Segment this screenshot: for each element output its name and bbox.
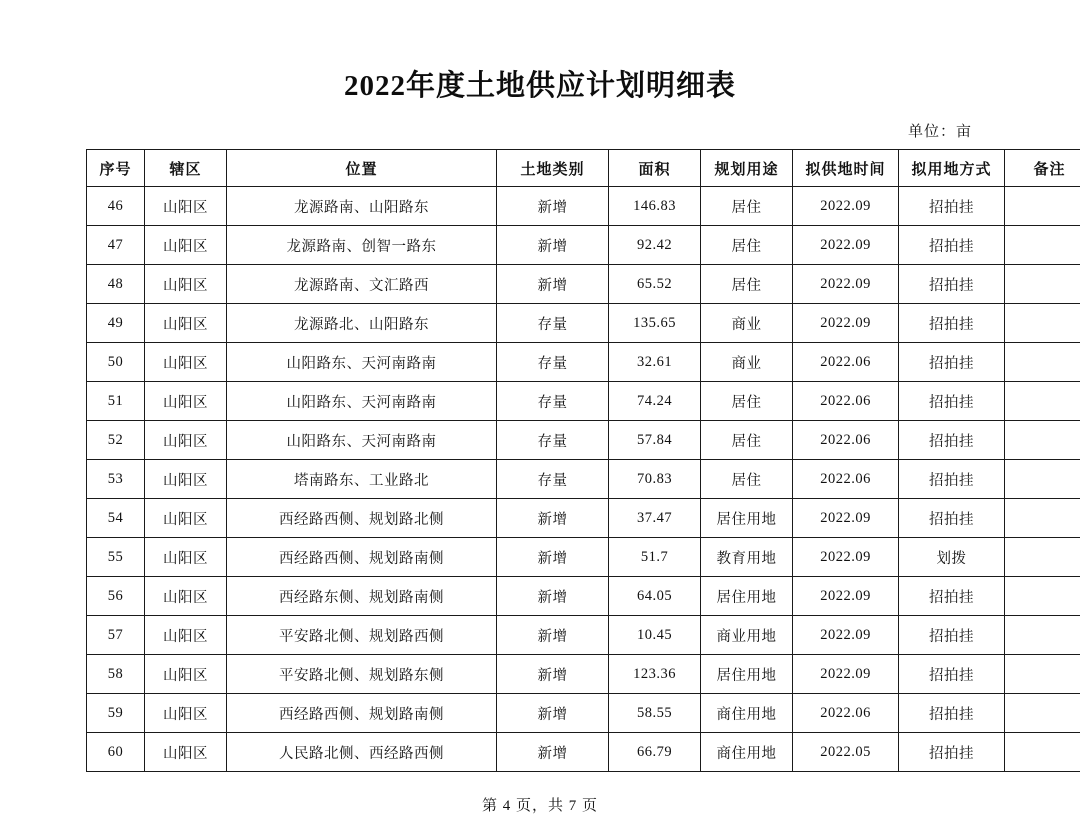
table-row [87,382,1080,421]
cell-supply-time: 2022.09 [793,226,899,265]
cell-use-mode: 招拍挂 [899,304,1005,343]
cell-district: 山阳区 [145,499,227,538]
cell-land-type: 存量 [497,421,609,460]
cell-area: 65.52 [609,265,701,304]
table-row [87,616,1080,655]
cell-land-type: 新增 [497,499,609,538]
cell-remark [1005,421,1080,460]
cell-location: 龙源路南、文汇路西 [227,265,497,304]
cell-location: 龙源路南、山阳路东 [227,187,497,226]
cell-remark [1005,226,1080,265]
cell-use-mode: 招拍挂 [899,265,1005,304]
column-header-area: 面积 [609,150,701,187]
column-header-use-mode: 拟用地方式 [899,150,1005,187]
cell-seq: 47 [87,226,145,265]
cell-district: 山阳区 [145,538,227,577]
cell-remark [1005,694,1080,733]
cell-use-mode: 招拍挂 [899,382,1005,421]
cell-supply-time: 2022.09 [793,187,899,226]
cell-supply-time: 2022.06 [793,694,899,733]
cell-remark [1005,538,1080,577]
cell-planned-use: 商住用地 [701,733,793,772]
cell-seq: 56 [87,577,145,616]
cell-supply-time: 2022.06 [793,421,899,460]
table-row [87,343,1080,382]
cell-location: 西经路东侧、规划路南侧 [227,577,497,616]
table-row [87,460,1080,499]
column-header-remark: 备注 [1005,150,1080,187]
cell-use-mode: 招拍挂 [899,577,1005,616]
cell-land-type: 存量 [497,304,609,343]
cell-supply-time: 2022.06 [793,460,899,499]
cell-seq: 59 [87,694,145,733]
cell-seq: 54 [87,499,145,538]
cell-district: 山阳区 [145,382,227,421]
cell-location: 龙源路北、山阳路东 [227,304,497,343]
cell-planned-use: 居住 [701,460,793,499]
column-header-land-type: 土地类别 [497,150,609,187]
cell-seq: 55 [87,538,145,577]
cell-remark [1005,304,1080,343]
cell-district: 山阳区 [145,421,227,460]
cell-seq: 51 [87,382,145,421]
cell-location: 山阳路东、天河南路南 [227,421,497,460]
cell-area: 58.55 [609,694,701,733]
cell-location: 山阳路东、天河南路南 [227,382,497,421]
cell-planned-use: 居住 [701,421,793,460]
unit-note: 单位：亩 [0,104,1080,141]
cell-planned-use: 居住用地 [701,577,793,616]
cell-location: 西经路西侧、规划路北侧 [227,499,497,538]
cell-use-mode: 招拍挂 [899,343,1005,382]
cell-district: 山阳区 [145,694,227,733]
cell-area: 135.65 [609,304,701,343]
cell-location: 山阳路东、天河南路南 [227,343,497,382]
page-footer: 第 4 页，共 7 页 [0,772,1080,815]
column-header-planned-use: 规划用途 [701,150,793,187]
cell-land-type: 新增 [497,577,609,616]
cell-land-type: 新增 [497,538,609,577]
table-row [87,226,1080,265]
table-row [87,655,1080,694]
cell-planned-use: 教育用地 [701,538,793,577]
cell-remark [1005,265,1080,304]
cell-area: 32.61 [609,343,701,382]
cell-location: 平安路北侧、规划路东侧 [227,655,497,694]
cell-location: 塔南路东、工业路北 [227,460,497,499]
table-row [87,694,1080,733]
cell-seq: 48 [87,265,145,304]
cell-remark [1005,382,1080,421]
cell-seq: 49 [87,304,145,343]
table-row [87,187,1080,226]
cell-planned-use: 居住用地 [701,655,793,694]
cell-supply-time: 2022.06 [793,343,899,382]
cell-use-mode: 招拍挂 [899,655,1005,694]
cell-land-type: 新增 [497,655,609,694]
column-header-supply-time: 拟供地时间 [793,150,899,187]
cell-use-mode: 划拨 [899,538,1005,577]
cell-district: 山阳区 [145,265,227,304]
cell-district: 山阳区 [145,460,227,499]
cell-seq: 50 [87,343,145,382]
cell-use-mode: 招拍挂 [899,226,1005,265]
cell-remark [1005,616,1080,655]
cell-use-mode: 招拍挂 [899,499,1005,538]
cell-planned-use: 居住 [701,265,793,304]
cell-use-mode: 招拍挂 [899,616,1005,655]
cell-district: 山阳区 [145,226,227,265]
cell-planned-use: 居住用地 [701,499,793,538]
cell-planned-use: 居住 [701,382,793,421]
cell-remark [1005,499,1080,538]
cell-supply-time: 2022.09 [793,616,899,655]
cell-district: 山阳区 [145,616,227,655]
cell-district: 山阳区 [145,304,227,343]
cell-location: 西经路西侧、规划路南侧 [227,694,497,733]
cell-land-type: 新增 [497,187,609,226]
cell-supply-time: 2022.09 [793,499,899,538]
land-supply-table [86,149,1080,772]
cell-area: 123.36 [609,655,701,694]
cell-district: 山阳区 [145,733,227,772]
cell-use-mode: 招拍挂 [899,187,1005,226]
cell-planned-use: 商业 [701,304,793,343]
cell-district: 山阳区 [145,187,227,226]
cell-planned-use: 居住 [701,226,793,265]
cell-supply-time: 2022.09 [793,304,899,343]
table-row [87,499,1080,538]
cell-supply-time: 2022.09 [793,538,899,577]
cell-remark [1005,577,1080,616]
cell-use-mode: 招拍挂 [899,733,1005,772]
cell-remark [1005,343,1080,382]
cell-district: 山阳区 [145,577,227,616]
cell-supply-time: 2022.09 [793,265,899,304]
table-body [87,187,1080,772]
cell-seq: 52 [87,421,145,460]
cell-area: 51.7 [609,538,701,577]
cell-supply-time: 2022.05 [793,733,899,772]
cell-seq: 46 [87,187,145,226]
cell-location: 西经路西侧、规划路南侧 [227,538,497,577]
cell-area: 64.05 [609,577,701,616]
cell-location: 人民路北侧、西经路西侧 [227,733,497,772]
cell-land-type: 存量 [497,343,609,382]
cell-land-type: 新增 [497,694,609,733]
cell-land-type: 存量 [497,382,609,421]
cell-area: 10.45 [609,616,701,655]
cell-remark [1005,733,1080,772]
cell-district: 山阳区 [145,655,227,694]
table-row [87,733,1080,772]
cell-seq: 60 [87,733,145,772]
cell-use-mode: 招拍挂 [899,421,1005,460]
cell-planned-use: 商业 [701,343,793,382]
cell-land-type: 新增 [497,733,609,772]
cell-use-mode: 招拍挂 [899,460,1005,499]
cell-area: 70.83 [609,460,701,499]
cell-planned-use: 商业用地 [701,616,793,655]
cell-area: 146.83 [609,187,701,226]
cell-supply-time: 2022.09 [793,577,899,616]
cell-area: 37.47 [609,499,701,538]
cell-area: 92.42 [609,226,701,265]
cell-district: 山阳区 [145,343,227,382]
column-header-seq: 序号 [87,150,145,187]
cell-location: 平安路北侧、规划路西侧 [227,616,497,655]
cell-land-type: 新增 [497,265,609,304]
cell-use-mode: 招拍挂 [899,694,1005,733]
table-row [87,577,1080,616]
table-row [87,421,1080,460]
column-header-location: 位置 [227,150,497,187]
cell-area: 57.84 [609,421,701,460]
cell-remark [1005,655,1080,694]
table-row [87,265,1080,304]
cell-area: 74.24 [609,382,701,421]
cell-seq: 57 [87,616,145,655]
table-header [87,150,1080,187]
table-row [87,304,1080,343]
cell-planned-use: 居住 [701,187,793,226]
cell-supply-time: 2022.09 [793,655,899,694]
cell-supply-time: 2022.06 [793,382,899,421]
cell-seq: 53 [87,460,145,499]
cell-land-type: 存量 [497,460,609,499]
cell-planned-use: 商住用地 [701,694,793,733]
cell-remark [1005,460,1080,499]
cell-location: 龙源路南、创智一路东 [227,226,497,265]
cell-remark [1005,187,1080,226]
table-row [87,538,1080,577]
cell-area: 66.79 [609,733,701,772]
cell-seq: 58 [87,655,145,694]
table-container [0,141,1080,772]
column-header-district: 辖区 [145,150,227,187]
page-title: 2022年度土地供应计划明细表 [0,0,1080,104]
cell-land-type: 新增 [497,226,609,265]
cell-land-type: 新增 [497,616,609,655]
table-header-row [87,150,1080,187]
